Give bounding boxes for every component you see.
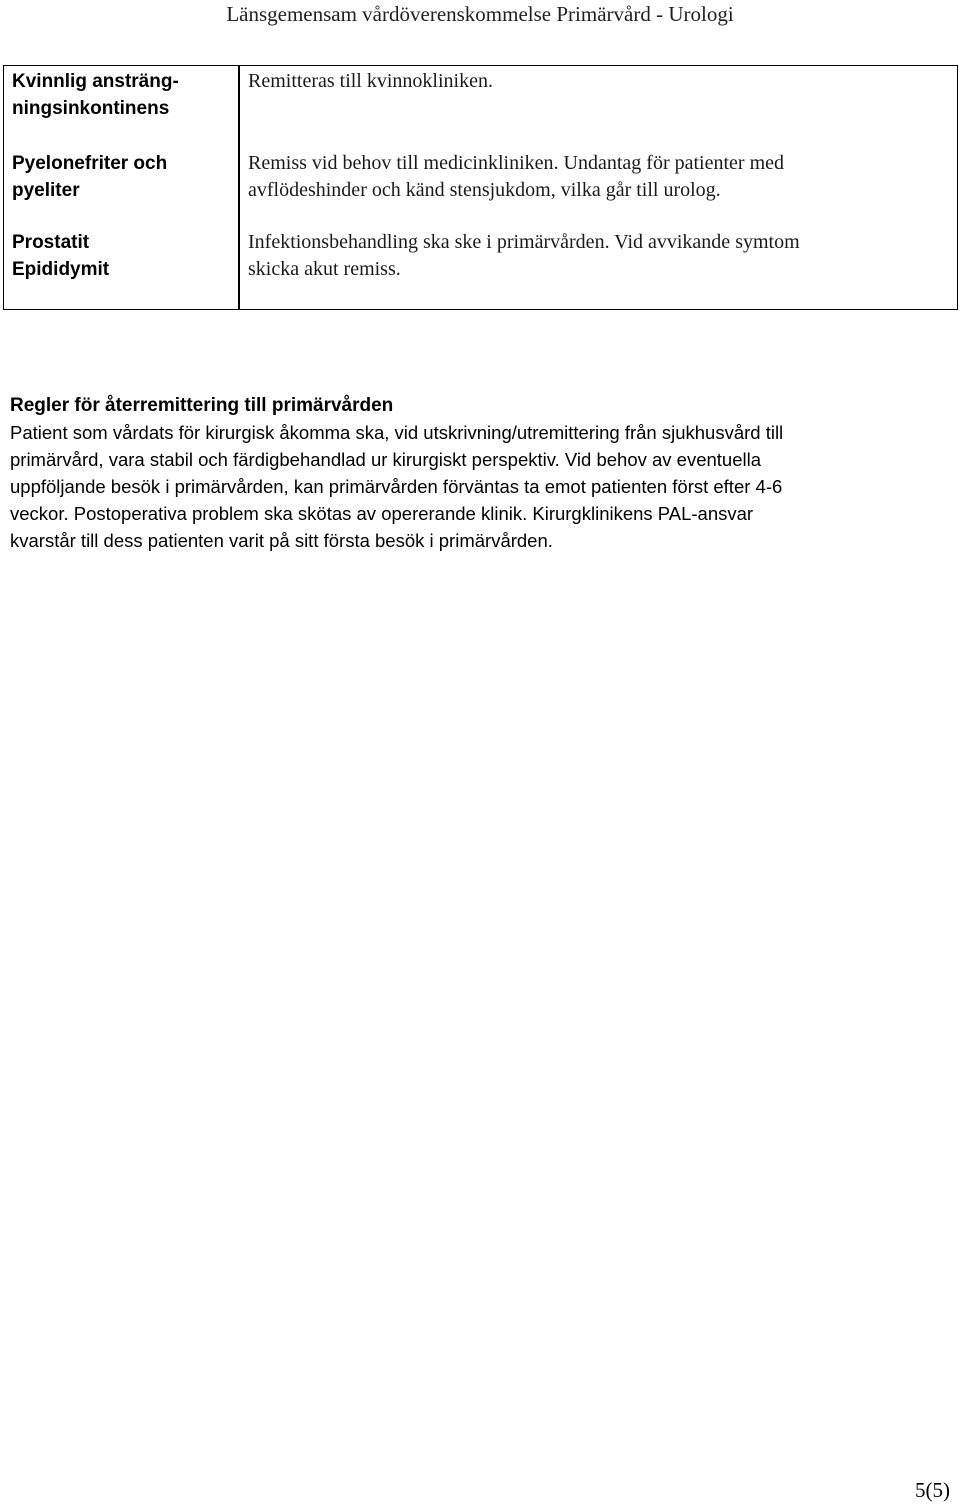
body-line: uppföljande besök i primärvården, kan primärvården förväntas ta emot patienten först efter 4-6 (10, 476, 783, 497)
description-line: Infektionsbehandling ska ske i primärvården. Vid avvikande symtom (248, 231, 800, 253)
condition-cell (12, 150, 232, 204)
condition-line: ningsinkontinens (12, 98, 170, 119)
description-line: Remiss vid behov till medicinkliniken. Undantag för patienter med (248, 152, 784, 174)
column-divider (238, 66, 240, 309)
condition-line: Kvinnlig ansträng- (12, 71, 179, 92)
condition-line: Pyelonefriter och (12, 153, 168, 174)
section-body (10, 419, 945, 554)
condition-cell (12, 229, 232, 283)
condition-cell (12, 68, 232, 122)
referral-table (3, 65, 958, 310)
document-title: Länsgemensam vårdöverenskommelse Primärvård - Urologi (226, 2, 734, 26)
description-cell (248, 68, 948, 95)
body-line: veckor. Postoperativa problem ska skötas av opererande klinik. Kirurgklinikens PAL-ansvar (10, 503, 754, 524)
page-number: 5(5) (915, 1478, 950, 1502)
page-header (0, 0, 960, 41)
body-line: primärvård, vara stabil och färdigbehandlad ur kirurgiskt perspektiv. Vid behov av eventuella (10, 449, 762, 470)
condition-line: Epididymit (12, 259, 110, 280)
body-line: Patient som vårdats för kirurgisk åkomma ska, vid utskrivning/utremittering från sjukhusvård till (10, 422, 784, 443)
condition-line: pyeliter (12, 180, 80, 201)
description-line: Remitteras till kvinnokliniken. (248, 70, 493, 92)
description-line: avflödeshinder och känd stensjukdom, vilka går till urolog. (248, 179, 721, 201)
body-line: kvarstår till dess patienten varit på sitt första besök i primärvården. (10, 530, 553, 551)
description-cell (248, 229, 948, 283)
description-line: skicka akut remiss. (248, 258, 401, 280)
section-heading: Regler för återremittering till primärvården (10, 395, 394, 416)
condition-line: Prostatit (12, 232, 90, 253)
description-cell (248, 150, 948, 204)
rereferral-rules-section (10, 392, 945, 554)
